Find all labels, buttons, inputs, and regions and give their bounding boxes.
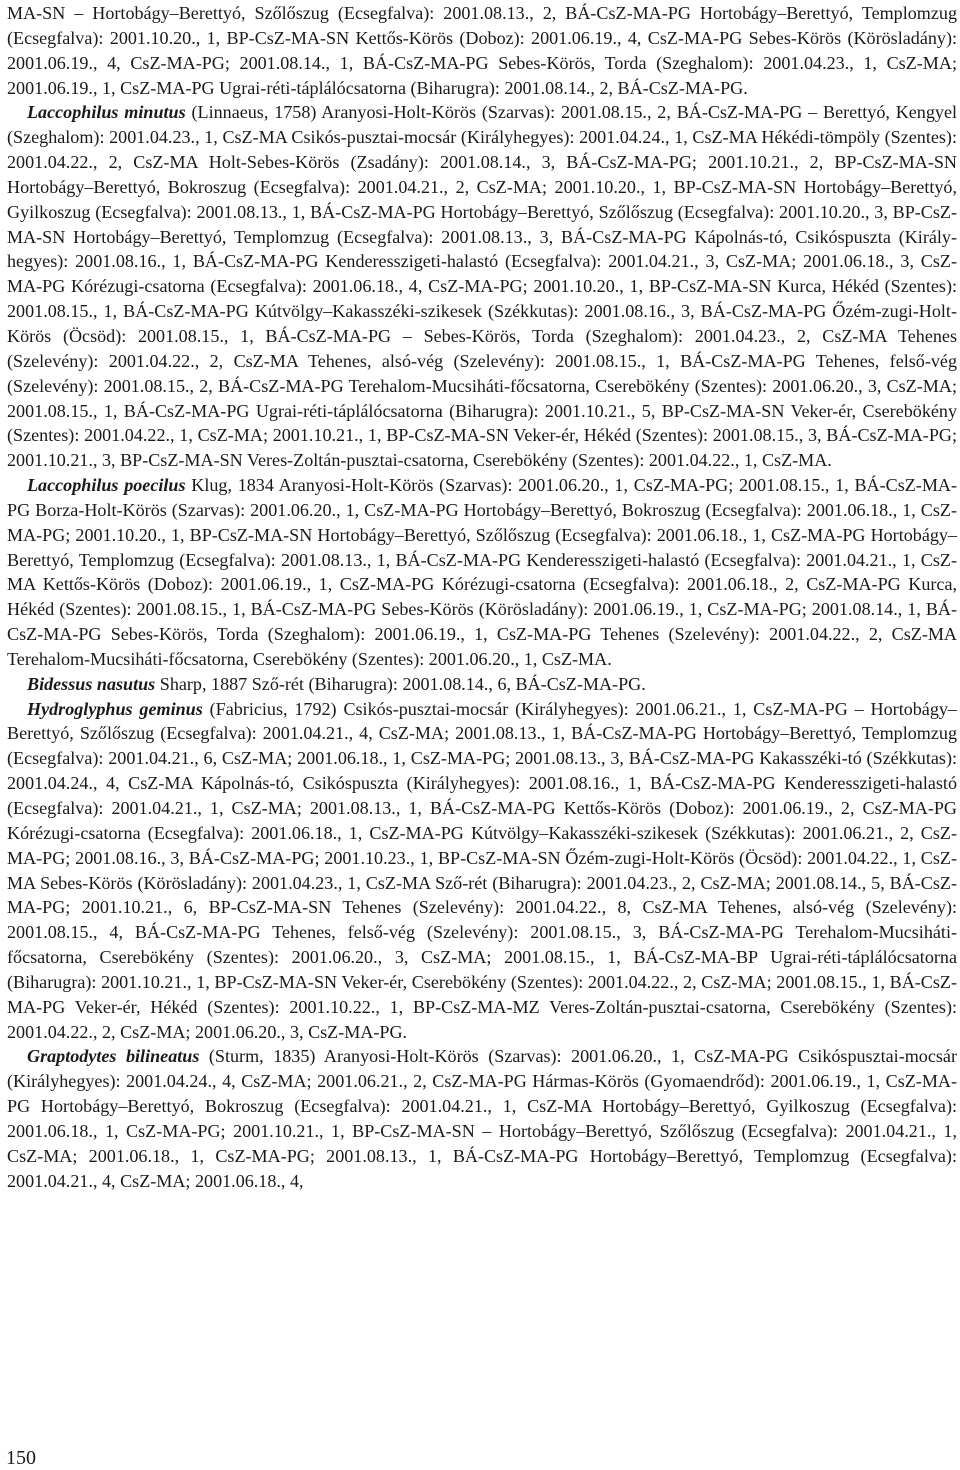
species-name: Hydroglyphus geminus — [27, 698, 203, 719]
species-name: Graptodytes bilineatus — [27, 1046, 200, 1067]
paragraph-laccophilus-poecilus — [7, 473, 957, 672]
paragraph-text: Klug, 1834 Aranyosi-Holt-Körös (Szarvas): 2001.06.20., 1, CsZ-MA-PG; 2001.08.15., 1, BÁ-CsZ-MA-PG Borza-Holt-Körös (Szarvas): 2001.06.20., 1, CsZ-MA-PG Hortobágy–Berettyó, Bokroszug (Ecsegfalva): 2001.06.18., 1, CsZ-MA-PG; 2001.10.20., 1, BP-CsZ-MA-SN Hortobágy–Berettyó, Szőlőszug (Ecsegfalva): 2001.06.18., 1, CsZ-MA-PG Hortobágy–Berettyó, Templomzug (Ecsegfalva): 2001.08.13., 1, BÁ-CsZ-MA-PG Kenderesszigeti-halastó (Ecsegfalva): 2001.04.21., 1, CsZ-MA Kettős-Körös (Doboz): 2001.06.19., 1, CsZ-MA-PG Kórézugi-csatorna (Ecsegfalva): 2001.06.18., 2, CsZ-MA-PG Kurca, Hékéd (Szentes): 2001.08.15., 1, BÁ-CsZ-MA-PG Sebes-Körös (Körösladány): 2001.06.19., 1, CsZ-MA-PG; 2001.08.14., 1, BÁ-CsZ-MA-PG Sebes-Körös, Torda (Szeghalom): 2001.06.19., 1, CsZ-MA-PG Tehenes (Szelevény): 2001.04.22., 2, CsZ-MA Terehalom-Mucsiháti-főcsatorna, Cserebökény (Szentes): 2001.06.20., 1, CsZ-MA. — [7, 475, 957, 669]
paragraph-text: MA-SN – Hortobágy–Berettyó, Szőlőszug (Ecsegfalva): 2001.08.13., 2, BÁ-CsZ-MA-PG Hortobágy–Berettyó, Templomzug (Ecsegfalva): 2001.10.20., 1, BP-CsZ-MA-SN Kettős-Körös (Doboz): 2001.06.19., 4, CsZ-MA-PG Sebes-Körös (Körösladány): 2001.06.19., 4, CsZ-MA-PG; 2001.08.14., 1, BÁ-CsZ-MA-PG Sebes-Körös, Torda (Szeghalom): 2001.04.23., 1, CsZ-MA; 2001.06.19., 1, CsZ-MA-PG Ugrai-réti-táplálócsatorna (Biharugra): 2001.08.14., 2, BÁ-CsZ-MA-PG. — [7, 3, 957, 98]
paragraph-text: (Fabricius, 1792) Csikós-pusztai-mocsár (Királyhegyes): 2001.06.21., 1, CsZ-MA-PG – Hortobágy–Berettyó, Szőlőszug (Ecsegfalva): 2001.04.21., 4, CsZ-MA; 2001.08.13., 1, BÁ-CsZ-MA-PG Hortobágy–Berettyó, Templomzug (Ecsegfalva): 2001.04.21., 6, CsZ-MA; 2001.06.18., 1, CsZ-MA-PG; 2001.08.13., 3, BÁ-CsZ-MA-PG Kakasszéki-tó (Székkutas): 2001.04.24., 4, CsZ-MA Kápolnás-tó, Csikóspuszta (Királyhegyes): 2001.08.16., 1, BÁ-CsZ-MA-PG Kenderesszigeti-halastó (Ecsegfalva): 2001.04.21., 1, CsZ-MA; 2001.08.13., 1, BÁ-CsZ-MA-PG Kettős-Körös (Doboz): 2001.06.19., 2, CsZ-MA-PG Kórézugi-csatorna (Ecsegfalva): 2001.06.18., 1, CsZ-MA-PG Kútvölgy–Kakasszéki-szikesek (Székkutas): 2001.06.21., 2, CsZ-MA-PG; 2001.08.16., 3, BÁ-CsZ-MA-PG; 2001.10.23., 1, BP-CsZ-MA-SN Őzém-zugi-Holt-Körös (Öcsöd): 2001.04.22., 1, CsZ-MA Sebes-Körös (Körösladány): 2001.04.23., 1, CsZ-MA Sző-rét (Biharugra): 2001.04.23., 2, CsZ-MA; 2001.08.14., 5, BÁ-CsZ-MA-PG; 2001.10.21., 6, BP-CsZ-MA-SN Tehenes (Szelevény): 2001.04.22., 8, CsZ-MA Tehenes, alsó-vég (Szelevény): 2001.08.15., 4, BÁ-CsZ-MA-PG Tehenes, felső-vég (Szelevény): 2001.08.15., 3, BÁ-CsZ-MA-PG Terehalom-Mucsiháti-főcsatorna, Cserebökény (Szentes): 2001.06.20., 3, CsZ-MA; 2001.08.15., 1, BÁ-CsZ-MA-BP Ugrai-réti-táplálócsatorna (Biharugra): 2001.10.21., 1, BP-CsZ-MA-SN Veker-ér, Cserebökény (Szentes): 2001.04.22., 2, CsZ-MA; 2001.08.15., 1, BÁ-CsZ-MA-PG Veker-ér, Hékéd (Szentes): 2001.10.22., 1, BP-CsZ-MA-MZ Veres-Zoltán-pusztai-csatorna, Cserebökény (Szentes): 2001.04.22., 2, CsZ-MA; 2001.06.20., 3, CsZ-MA-PG. — [7, 698, 957, 1042]
species-name: Bidessus nasutus — [27, 673, 156, 694]
paragraph-text: (Sturm, 1835) Aranyosi-Holt-Körös (Szarvas): 2001.06.20., 1, CsZ-MA-PG Csikóspusztai-mocsár (Királyhegyes): 2001.04.24., 4, CsZ-MA; 2001.06.21., 2, CsZ-MA-PG Hármas-Körös (Gyomaendrőd): 2001.06.19., 1, CsZ-MA-PG Hortobágy–Berettyó, Bokroszug (Ecsegfalva): 2001.04.21., 1, CsZ-MA Hortobágy–Berettyó, Gyilkoszug (Ecsegfalva): 2001.06.18., 1, CsZ-MA-PG; 2001.10.21., 1, BP-CsZ-MA-SN – Hortobágy–Berettyó, Szőlőszug (Ecsegfalva): 2001.04.21., 1, CsZ-MA; 2001.06.18., 1, CsZ-MA-PG; 2001.08.13., 1, BÁ-CsZ-MA-PG Hortobágy–Berettyó, Templomzug (Ecsegfalva): 2001.04.21., 4, CsZ-MA; 2001.06.18., 4, — [7, 1046, 957, 1191]
paragraph-bidessus-nasutus — [7, 672, 957, 697]
species-name: Laccophilus poecilus — [27, 475, 186, 496]
paragraph-graptodytes-bilineatus — [7, 1044, 957, 1193]
paragraph-hydroglyphus-geminus — [7, 697, 957, 1045]
document-page — [7, 1, 957, 1194]
paragraph-continuation — [7, 1, 957, 100]
species-name: Laccophilus minutus — [27, 102, 186, 123]
paragraph-text: Sharp, 1887 Sző-rét (Biharugra): 2001.08.14., 6, BÁ-CsZ-MA-PG. — [155, 673, 646, 694]
page-number: 150 — [6, 1447, 36, 1469]
paragraph-laccophilus-minutus — [7, 100, 957, 473]
paragraph-text: (Linnaeus, 1758) Aranyosi-Holt-Körös (Szarvas): 2001.08.15., 2, BÁ-CsZ-MA-PG – Berettyó, Kengyel (Szeghalom): 2001.04.23., 1, CsZ-MA Csikós-pusztai-mocsár (Királyhegyes): 2001.04.24., 1, CsZ-MA Hékédi-tömpöly (Szentes): 2001.04.22., 2, CsZ-MA Holt-Sebes-Körös (Zsadány): 2001.08.14., 3, BÁ-CsZ-MA-PG; 2001.10.21., 2, BP-CsZ-MA-SN Hortobágy–Berettyó, Bokroszug (Ecsegfalva): 2001.04.21., 2, CsZ-MA; 2001.10.20., 1, BP-CsZ-MA-SN Hortobágy–Berettyó, Gyilkoszug (Ecsegfalva): 2001.08.13., 1, BÁ-CsZ-MA-PG Hortobágy–Berettyó, Szőlőszug (Ecsegfalva): 2001.10.20., 3, BP-CsZ-MA-SN Hortobágy–Berettyó, Templomzug (Ecsegfalva): 2001.08.13., 3, BÁ-CsZ-MA-PG Kápolnás-tó, Csikóspuszta (Királyhegyes): 2001.08.16., 1, BÁ-CsZ-MA-PG Kenderesszigeti-halastó (Ecsegfalva): 2001.04.21., 3, CsZ-MA; 2001.06.18., 3, CsZ-MA-PG Kórézugi-csatorna (Ecsegfalva): 2001.06.18., 4, CsZ-MA-PG; 2001.10.20., 1, BP-CsZ-MA-SN Kurca, Hékéd (Szentes): 2001.08.15., 1, BÁ-CsZ-MA-PG Kútvölgy–Kakasszéki-szikesek (Székkutas): 2001.08.16., 3, BÁ-CsZ-MA-PG Őzém-zugi-Holt-Körös (Öcsöd): 2001.08.15., 1, BÁ-CsZ-MA-PG – Sebes-Körös, Torda (Szeghalom): 2001.04.23., 2, CsZ-MA Tehenes (Szelevény): 2001.04.22., 2, CsZ-MA Tehenes, alsó-vég (Szelevény): 2001.08.15., 1, BÁ-CsZ-MA-PG Tehenes, felső-vég (Szelevény): 2001.08.15., 2, BÁ-CsZ-MA-PG Terehalom-Mucsiháti-főcsatorna, Cserebökény (Szentes): 2001.06.20., 3, CsZ-MA; 2001.08.15., 1, BÁ-CsZ-MA-PG Ugrai-réti-táplálócsatorna (Biharugra): 2001.10.21., 5, BP-CsZ-MA-SN Veker-ér, Cserebökény (Szentes): 2001.04.22., 1, CsZ-MA; 2001.10.21., 1, BP-CsZ-MA-SN Veker-ér, Hékéd (Szentes): 2001.08.15., 3, BÁ-CsZ-MA-PG; 2001.10.21., 3, BP-CsZ-MA-SN Veres-Zoltán-pusztai-csatorna, Cserebökény (Szentes): 2001.04.22., 1, CsZ-MA. — [7, 102, 958, 471]
